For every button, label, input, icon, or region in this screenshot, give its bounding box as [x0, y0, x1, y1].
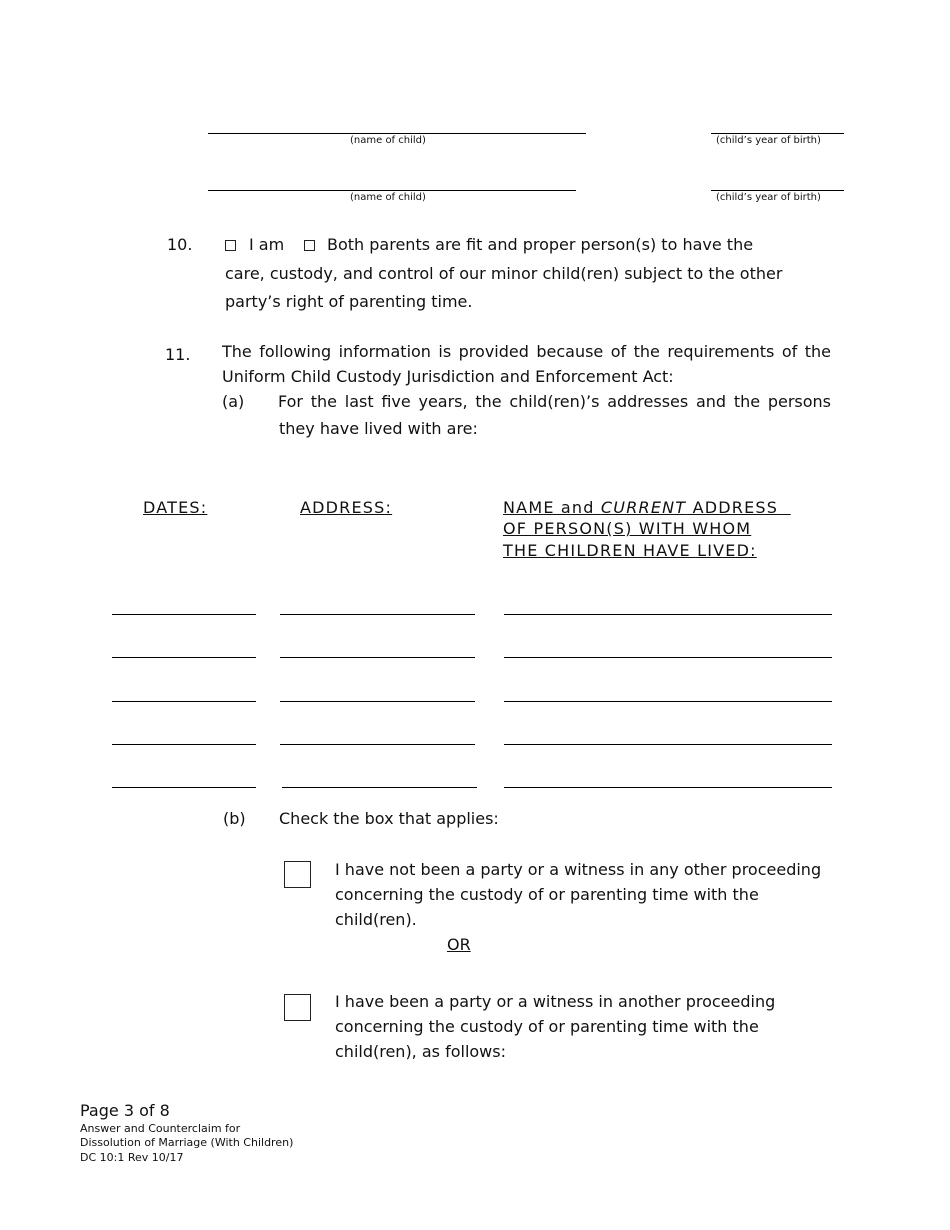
- item11-a-line2: they have lived with are:: [279, 419, 478, 438]
- not-party-text: [335, 857, 821, 932]
- was-party-text: [335, 989, 775, 1064]
- person-line-1[interactable]: [504, 614, 832, 615]
- was-party-line2: concerning the custody of or parenting time with the: [335, 1017, 759, 1036]
- header-name-prefix: NAME and: [503, 498, 601, 517]
- child-year-line-2[interactable]: [711, 190, 844, 191]
- address-line-2[interactable]: [280, 657, 475, 658]
- dates-line-3[interactable]: [112, 701, 256, 702]
- item11-intro-line2: Uniform Child Custody Jurisdiction and Enforcement Act:: [222, 367, 674, 386]
- item10-i-am-checkbox[interactable]: [225, 240, 236, 251]
- item10-option1-label: I am: [249, 235, 285, 254]
- item10-line2: care, custody, and control of our minor child(ren) subject to the other: [225, 264, 783, 283]
- child-name-line-1[interactable]: [208, 133, 586, 134]
- item11-a-label: (a): [222, 392, 245, 411]
- dates-line-2[interactable]: [112, 657, 256, 658]
- item11-a-line1: For the last five years, the child(ren)’s addresses and the persons: [278, 392, 831, 411]
- item10-option2-label: Both parents are fit and proper person(s) to have the: [327, 235, 754, 254]
- not-party-line1: I have not been a party or a witness in any other proceeding: [335, 860, 822, 879]
- dates-line-5[interactable]: [112, 787, 256, 788]
- item10-number: 10.: [167, 235, 193, 254]
- person-line-4[interactable]: [504, 744, 832, 745]
- header-dates: DATES:: [143, 498, 208, 517]
- child-name-line-2[interactable]: [208, 190, 576, 191]
- was-party-line1: I have been a party or a witness in another proceeding: [335, 992, 776, 1011]
- child-name-caption-1: (name of child): [350, 135, 426, 146]
- item10-both-parents-checkbox[interactable]: [304, 240, 315, 251]
- header-name-line2: OF PERSON(S) WITH WHOM: [503, 519, 752, 538]
- not-party-line3: child(ren).: [335, 910, 417, 929]
- part-b-label: (b): [223, 809, 246, 828]
- address-line-4[interactable]: [280, 744, 475, 745]
- address-line-3[interactable]: [280, 701, 475, 702]
- header-name-line3: THE CHILDREN HAVE LIVED:: [503, 541, 757, 560]
- child-year-caption-2: (child’s year of birth): [716, 192, 821, 203]
- part-b-instruction: Check the box that applies:: [279, 809, 499, 828]
- header-name-suffix: ADDRESS: [686, 498, 779, 517]
- address-line-5[interactable]: [282, 787, 477, 788]
- item11-intro-line1: The following information is provided because of the requirements of the: [222, 342, 831, 361]
- header-address: ADDRESS:: [300, 498, 393, 517]
- not-party-checkbox[interactable]: [284, 861, 311, 888]
- footer-title-line2: Dissolution of Marriage (With Children): [80, 1136, 294, 1149]
- person-line-3[interactable]: [504, 701, 832, 702]
- not-party-line2: concerning the custody of or parenting time with the: [335, 885, 759, 904]
- item11-number: 11.: [165, 345, 191, 364]
- footer-form-code: DC 10:1 Rev 10/17: [80, 1151, 184, 1164]
- item10-line3: party’s right of parenting time.: [225, 292, 473, 311]
- was-party-line3: child(ren), as follows:: [335, 1042, 506, 1061]
- or-divider: OR: [447, 935, 471, 954]
- dates-line-4[interactable]: [112, 744, 256, 745]
- dates-line-1[interactable]: [112, 614, 256, 615]
- child-year-caption-1: (child’s year of birth): [716, 135, 821, 146]
- header-name-line1: [503, 497, 791, 519]
- page-number: Page 3 of 8: [80, 1101, 170, 1120]
- footer-title-line1: Answer and Counterclaim for: [80, 1122, 241, 1135]
- was-party-checkbox[interactable]: [284, 994, 311, 1021]
- child-name-caption-2: (name of child): [350, 192, 426, 203]
- person-line-2[interactable]: [504, 657, 832, 658]
- header-name-current: CURRENT: [600, 498, 687, 517]
- person-line-5[interactable]: [504, 787, 832, 788]
- child-year-line-1[interactable]: [711, 133, 844, 134]
- address-line-1[interactable]: [280, 614, 475, 615]
